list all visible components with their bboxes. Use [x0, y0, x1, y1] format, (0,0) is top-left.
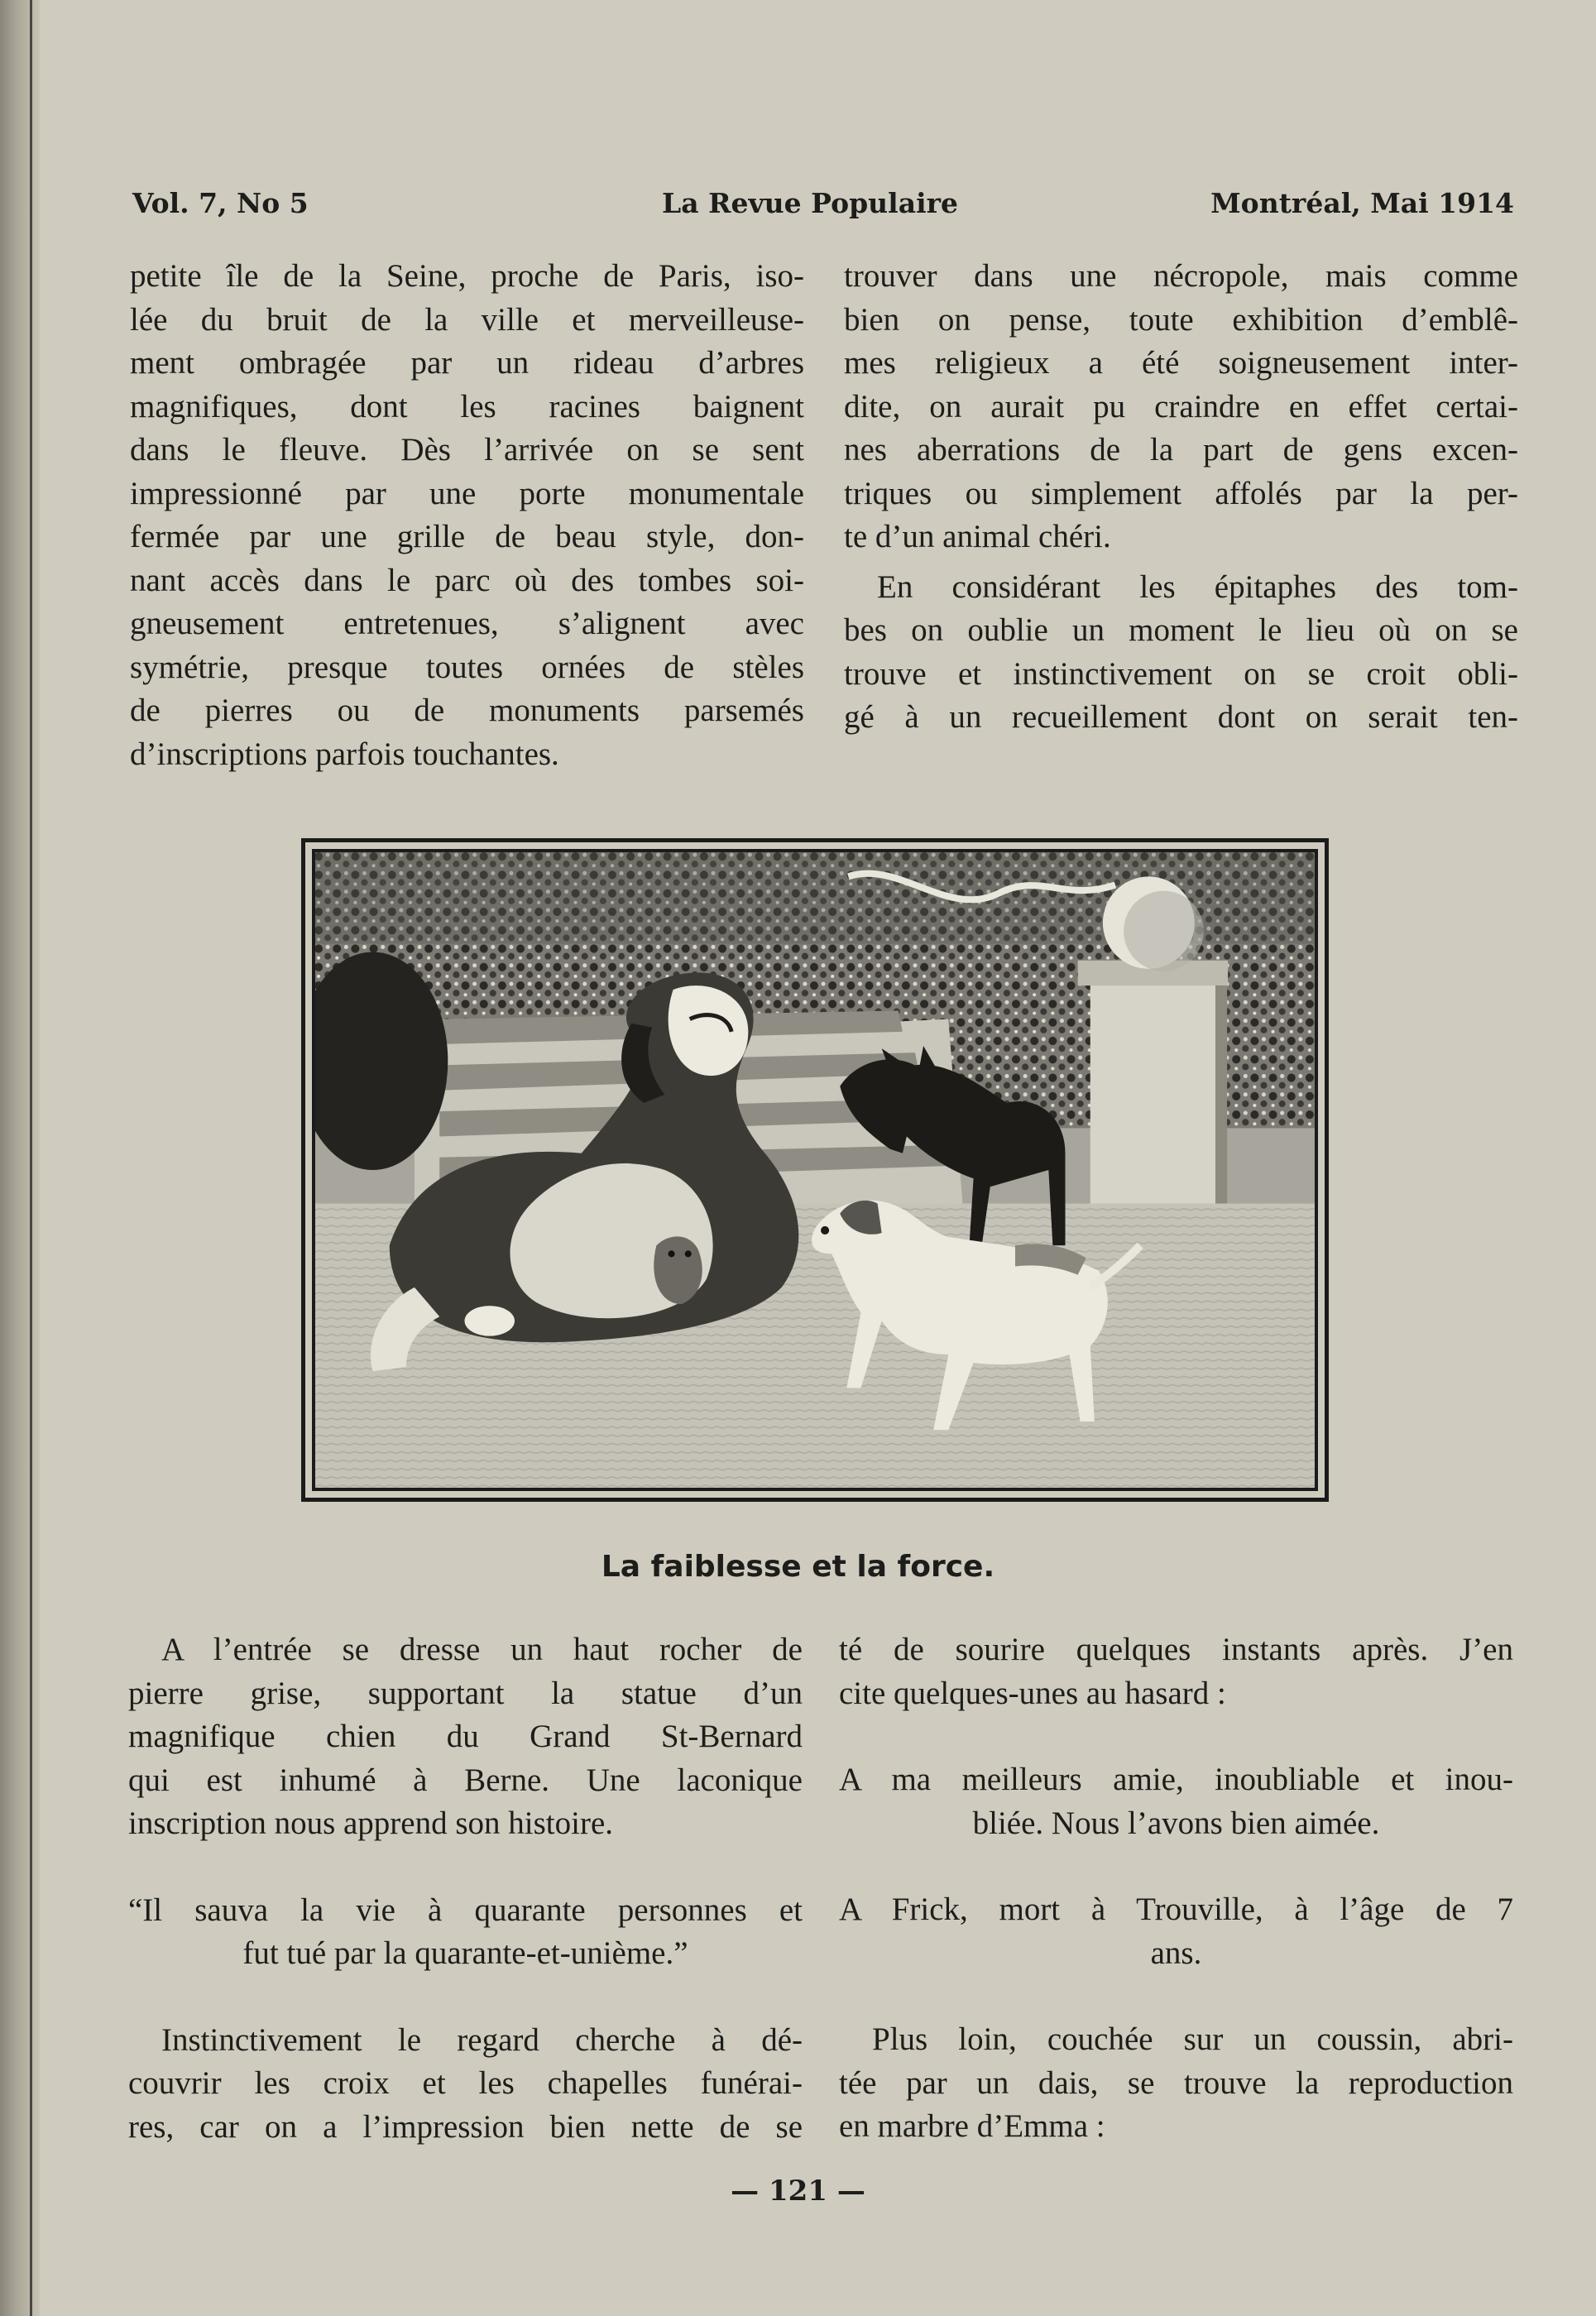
text-line: mes religieux a été soigneusement inter- — [844, 345, 1518, 381]
text-line: fut tué par la quarante-et-unième.” — [242, 1935, 688, 1971]
text-line: inscription nous apprend son histoire. — [128, 1805, 614, 1841]
text-line: ment ombragée par un rideau d’arbres — [130, 345, 804, 381]
paragraph-gap — [128, 1846, 803, 1889]
text-line: dans le fleuve. Dès l’arrivée on se sent — [130, 432, 804, 468]
paragraph — [839, 1628, 1513, 1715]
text-line: dite, on aurait pu craindre en effet certai- — [844, 388, 1518, 424]
text-line: bien on pense, toute exhibition d’emblê- — [844, 301, 1518, 338]
top-left-column — [130, 255, 804, 776]
text-line: en marbre d’Emma : — [839, 2108, 1105, 2144]
text-line: Instinctivement le regard cherche à dé- — [161, 2021, 803, 2058]
text-line: A l’entrée se dresse un haut rocher de — [161, 1632, 803, 1667]
paragraph — [128, 1628, 803, 1846]
text-line: magnifiques, dont les racines baignent — [130, 388, 804, 424]
text-line: Plus loin, couchée sur un coussin, abri- — [872, 2021, 1513, 2057]
text-line: tée par un dais, se trouve la reproduction — [839, 2064, 1513, 2101]
paragraph — [844, 255, 1518, 559]
engraving-image — [312, 849, 1318, 1491]
text-line: couvrir les croix et les chapelles funérai- — [128, 2065, 803, 2101]
quotation — [128, 1889, 803, 1976]
text-line: fermée par une grille de beau style, don- — [130, 519, 804, 554]
paragraph-gap — [128, 1976, 803, 2019]
bottom-right-column — [839, 1628, 1513, 2149]
gutter-line — [30, 0, 32, 2316]
text-line: En considérant les épitaphes des tom- — [877, 568, 1518, 605]
top-right-column — [844, 255, 1518, 740]
epitaph — [839, 1758, 1513, 1845]
text-line: petite île de la Seine, proche de Paris, iso- — [130, 258, 804, 294]
text-line: gé à un recueillement dont on serait ten- — [844, 699, 1518, 735]
figure-caption: La faiblesse et la force. — [601, 1550, 995, 1584]
text-line: trouve et instinctivement on se croit obli- — [844, 655, 1518, 692]
text-line: te d’un animal chéri. — [844, 519, 1111, 554]
text-line: bliée. Nous l’avons bien aimée. — [972, 1805, 1380, 1841]
text-line: triques ou simplement affolés par la per- — [844, 475, 1518, 511]
text-line: impressionné par une porte monumentale — [130, 475, 804, 511]
text-line: pierre grise, supportant la statue d’un — [128, 1675, 803, 1711]
text-line: trouver dans une nécropole, mais comme — [844, 258, 1518, 294]
paragraph-gap — [839, 1975, 1513, 2018]
header-place-date: Montréal, Mai 1914 — [1210, 187, 1514, 219]
text-line: bes on oublie un moment le lieu où on se — [844, 612, 1518, 648]
paragraph-gap — [839, 1845, 1513, 1888]
dogs-illustration — [314, 851, 1316, 1489]
text-line: symétrie, presque toutes ornées de stèles — [130, 649, 804, 685]
text-line: A Frick, mort à Trouville, à l’âge de 7 — [839, 1892, 1513, 1927]
text-line: gneusement entretenues, s’alignent avec — [130, 606, 804, 641]
text-line: d’inscriptions parfois touchantes. — [130, 736, 559, 772]
text-line: nes aberrations de la part de gens excen- — [844, 432, 1518, 468]
text-line: “Il sauva la vie à quarante personnes et — [128, 1892, 803, 1928]
header-title: La Revue Populaire — [662, 187, 958, 219]
bottom-left-column — [128, 1628, 803, 2149]
text-line: de pierres ou de monuments parsemés — [130, 693, 804, 728]
text-line: qui est inhumé à Berne. Une laconique — [128, 1762, 803, 1798]
paragraph — [844, 566, 1518, 740]
text-line: lée du bruit de la ville et merveilleuse- — [130, 301, 804, 338]
paragraph — [130, 255, 804, 776]
text-line: res, car on a l’impression bien nette de se — [128, 2108, 803, 2145]
running-header — [132, 187, 1514, 228]
header-volume: Vol. 7, No 5 — [132, 187, 309, 219]
text-line: ans. — [1150, 1935, 1202, 1971]
text-line: nant accès dans le parc où des tombes soi- — [130, 562, 804, 598]
paragraph-gap — [839, 1715, 1513, 1758]
paragraph — [839, 2018, 1513, 2149]
text-line: cite quelques-unes au hasard : — [839, 1675, 1226, 1711]
epitaph — [839, 1888, 1513, 1975]
page-number: — 121 — — [731, 2175, 865, 2208]
text-line: magnifique chien du Grand St-Bernard — [128, 1719, 803, 1754]
engraving-figure — [301, 838, 1329, 1502]
paragraph — [128, 2019, 803, 2150]
book-spine-shadow — [0, 0, 40, 2316]
text-line: A ma meilleurs amie, inoubliable et inou- — [839, 1762, 1513, 1797]
text-line: té de sourire quelques instants après. J’en — [839, 1632, 1513, 1667]
